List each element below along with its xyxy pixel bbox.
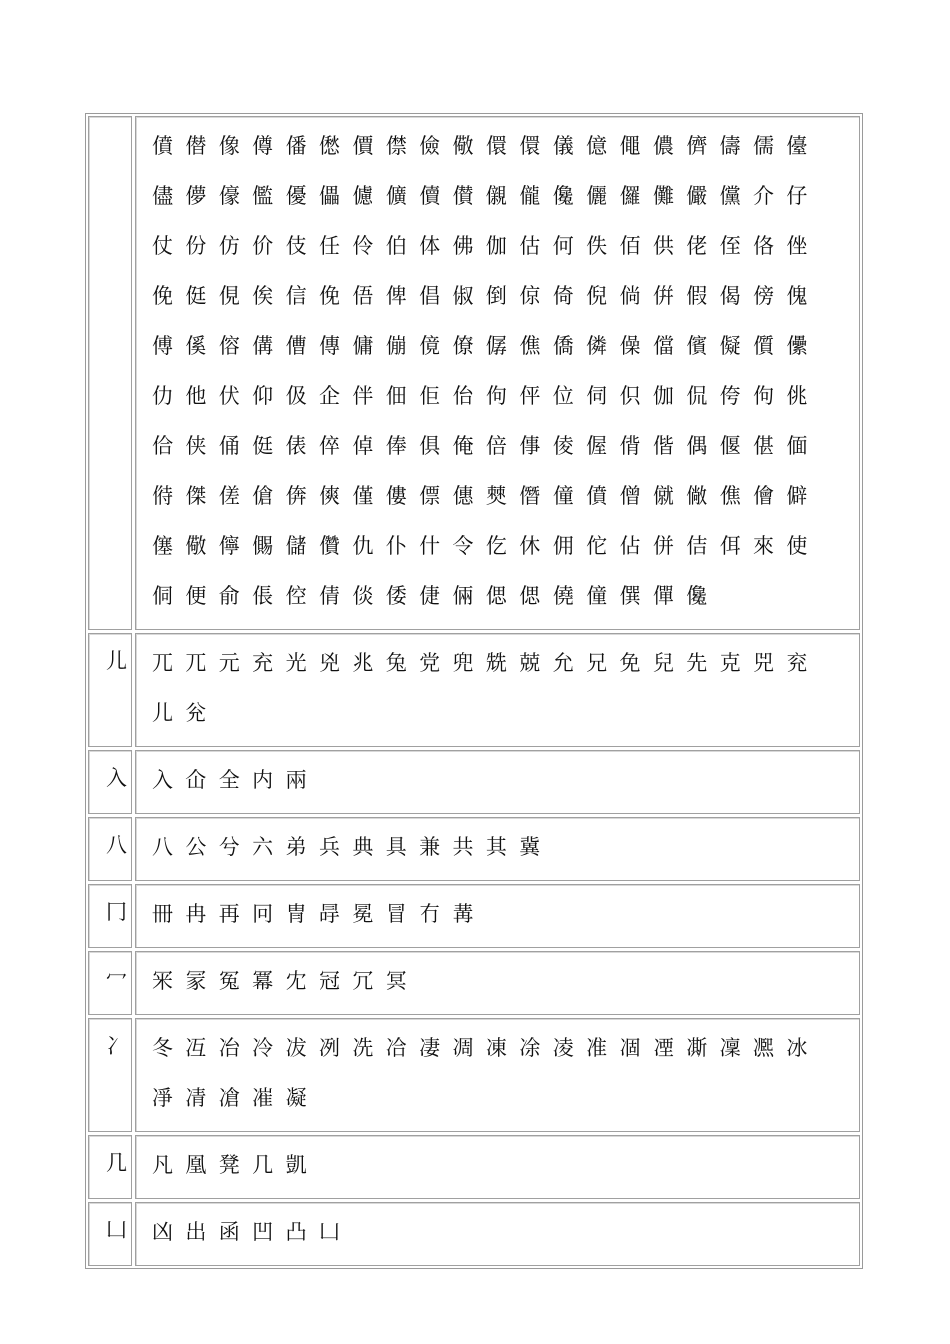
characters-cell: 僨 僣 像 僔 僠 僽 價 僸 儉 儆 儇 儇 儀 億 僶 儂 儕 儔 儒 儓儘 儚 儫 儖 優 儡 儢 儣 儥 儧 儭 儱 儳 儷 儸 儺 儼 儻 介 仔仗 份 仿 价 伎 任 伶 伯 体 佛 伽 估 何 佚 佰 供 佬 侄 佫 侳俛 侹 俔 俟 信 俛 俉 俾 倡 俶 倒 倞 倚 倪 倘 倂 假 偈 傍 傀傅 傒 傛 傋 傮 傳 傭 傰 傹 僚 僝 僬 僑 僯 僺 儅 儐 儗 儨 儽仂 他 伏 仰 伋 企 伴 佃 佢 佁 佝 伻 位 伺 伿 伽 侃 侉 佝 佻佮 侠 俑 侹 俵 倅 倬 俸 俱 俺 倍 倳 倰 偓 偝 偕 偶 偃 偡 偭偫 傑 傞 傖 倴 傸 僅 僂 僄 僡 僰 僭 僮 僨 僧 僦 僘 僬 儈 僻僿 儆 儜 儩 儲 儹 仇 仆 什 令 仡 休 佣 佗 佔 併 佶 佴 來 使侗 便 俞 倀 倥 倩 倓 倭 倢 倆 偲 偲 僥 僮 僎 僤 儳 <box>135 116 860 630</box>
table-row <box>88 951 860 1015</box>
radical-cell: 儿 <box>88 633 132 747</box>
characters-cell: 兀 兀 元 充 光 兇 兆 兔 党 兜 兟 兢 允 兄 免 兒 先 克 兕 兖儿 兊 <box>135 633 860 747</box>
characters-cell: 冞 冡 冤 冪 冘 冠 冗 冥 <box>135 951 860 1015</box>
characters-cell: 八 公 兮 六 弟 兵 典 具 兼 共 其 冀 <box>135 817 860 881</box>
radical-cell: 冫 <box>88 1018 132 1132</box>
radical-cell: 冂 <box>88 884 132 948</box>
table-row <box>88 116 860 630</box>
characters-cell: 冬 冱 冶 冷 冹 冽 冼 冾 凄 凋 凍 凃 凌 准 凅 凐 凘 凜 凞 冰凈 凊 凔 凗 凝 <box>135 1018 860 1132</box>
radical-cell: 凵 <box>88 1202 132 1266</box>
table-row <box>88 817 860 881</box>
characters-cell: 冊 冉 再 冋 冑 冔 冕 冒 冇 冓 <box>135 884 860 948</box>
radical-cell: 八 <box>88 817 132 881</box>
table-row <box>88 750 860 814</box>
characters-cell: 入 仚 全 内 兩 <box>135 750 860 814</box>
table-row <box>88 884 860 948</box>
characters-cell: 凡 凰 凳 几 凱 <box>135 1135 860 1199</box>
radical-table <box>85 113 863 1269</box>
table-row <box>88 1202 860 1266</box>
table-row <box>88 1135 860 1199</box>
radical-cell <box>88 116 132 630</box>
characters-cell: 凶 出 函 凹 凸 凵 <box>135 1202 860 1266</box>
table-row <box>88 1018 860 1132</box>
table-row <box>88 633 860 747</box>
radical-cell: 几 <box>88 1135 132 1199</box>
radical-cell: 冖 <box>88 951 132 1015</box>
radical-cell: 入 <box>88 750 132 814</box>
